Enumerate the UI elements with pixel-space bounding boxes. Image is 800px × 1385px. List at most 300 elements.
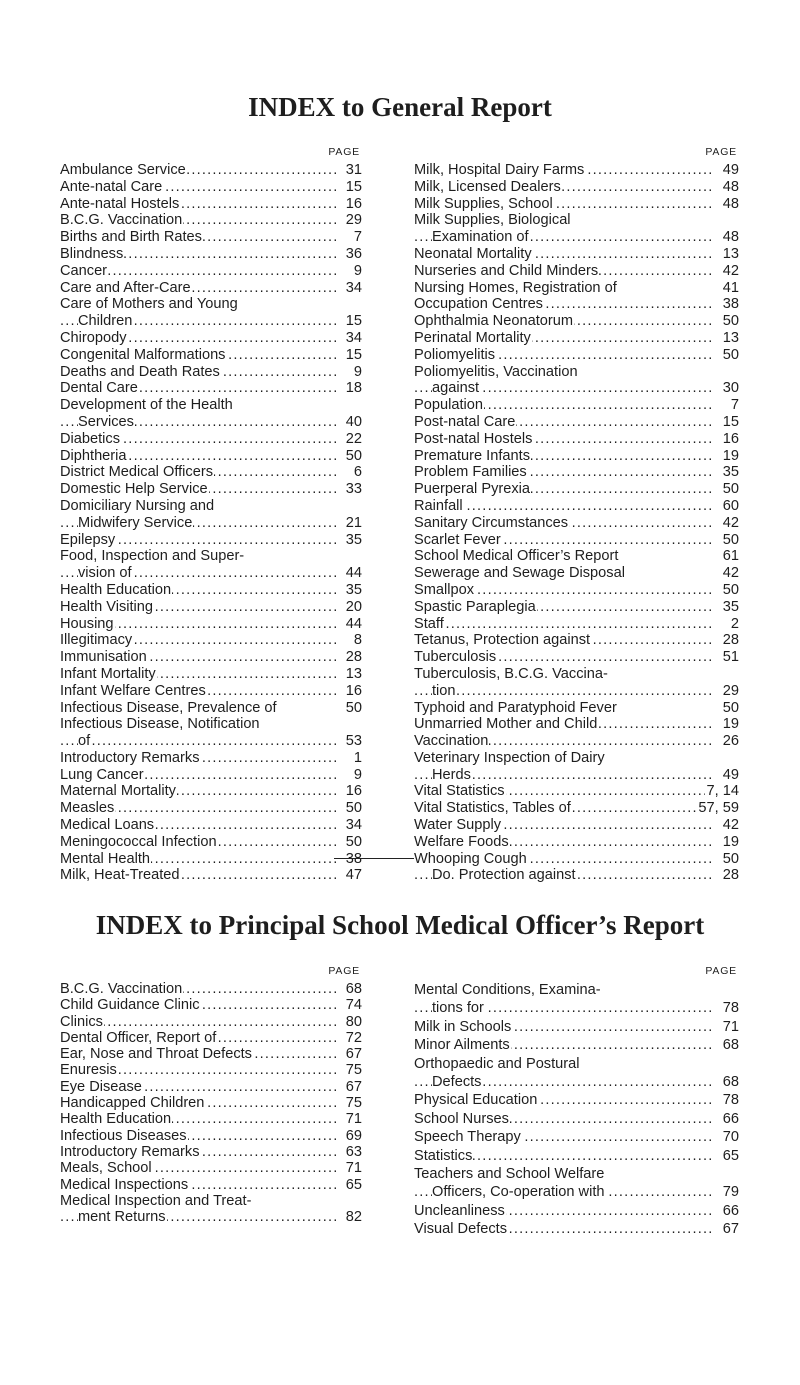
index-entry-line (414, 464, 739, 481)
index-entry-label: Visual Defects (414, 1221, 508, 1238)
index-entry-page: 6 (353, 464, 362, 481)
index-entry-line (60, 229, 362, 246)
index-entry-line (60, 431, 362, 448)
index-entry-label: Physical Education (414, 1092, 538, 1109)
index-entry-label: Problem Families (414, 464, 527, 481)
index-entry-page: 50 (722, 581, 739, 598)
index-entry-line (414, 716, 739, 733)
index-entry-label: Meals, School (60, 1160, 152, 1177)
index-entry-line (60, 834, 362, 851)
index-entry-line (414, 1018, 739, 1036)
index-entry-label: Health Education (60, 1111, 172, 1128)
index-entry-line (60, 313, 362, 330)
index-entry (414, 834, 739, 851)
index-entry-label: Welfare Foods (414, 833, 509, 850)
index-entry-line (414, 179, 739, 196)
index-entry-page: 49 (722, 162, 739, 178)
index-entry-label: B.C.G. Vaccination (60, 212, 183, 229)
index-entry (60, 1111, 362, 1127)
index-entry-page: 49 (722, 766, 739, 783)
index-entry-line (60, 733, 362, 750)
index-entry-page: 16 (345, 195, 362, 212)
index-entry (414, 179, 739, 196)
index-entry-line (414, 380, 739, 397)
index-entry-label: Examination of (432, 229, 529, 246)
index-entry (60, 666, 362, 683)
index-entry-line (60, 1062, 362, 1078)
index-entry (60, 817, 362, 834)
index-entry (60, 280, 362, 297)
index-entry-label: Milk Supplies, School (414, 195, 553, 212)
index-entry-page: 30 (722, 380, 739, 397)
index-entry (414, 649, 739, 666)
index-entry (60, 1030, 362, 1046)
general-left-column (60, 146, 362, 884)
index-entry-page: 78 (722, 1092, 739, 1109)
index-entry-label: Poliomyelitis (414, 346, 496, 363)
index-entry-line (60, 464, 362, 481)
index-entry-page: 50 (722, 850, 739, 867)
index-entry-line (60, 296, 362, 313)
index-entry-line (414, 683, 739, 700)
index-entry (60, 347, 362, 364)
index-entry-page: 13 (722, 329, 739, 346)
index-entry-page: 75 (345, 1095, 362, 1112)
index-entry-line (60, 364, 362, 381)
index-entry-page: 42 (722, 565, 739, 582)
index-entry-label: Domestic Help Service (60, 481, 208, 498)
index-entry (414, 1018, 739, 1036)
index-entry (414, 632, 739, 649)
index-entry (414, 783, 739, 800)
index-entry-label: Immunisation (60, 649, 147, 666)
index-entry-page: 44 (345, 565, 362, 582)
index-entry-line (60, 700, 362, 717)
index-entry-label: Births and Birth Rates (60, 229, 202, 246)
index-entry (414, 263, 739, 280)
index-entry-line (60, 1030, 362, 1046)
index-entry-line (60, 1111, 362, 1127)
index-entry (414, 397, 739, 414)
index-entry-line (414, 649, 739, 666)
index-entry-line (60, 246, 362, 263)
index-entry-label: Ophthalmia Neonatorum (414, 313, 573, 330)
index-entry (60, 532, 362, 549)
index-entry (60, 1160, 362, 1176)
index-entry-line (60, 196, 362, 213)
index-entry (414, 700, 739, 717)
index-entry-line (60, 616, 362, 633)
index-entry-line (60, 800, 362, 817)
index-entry-label: Minor Ailments (414, 1037, 510, 1054)
index-entry-label: against (432, 380, 480, 397)
index-entry-page: 28 (345, 649, 362, 666)
index-entry-line (414, 817, 739, 834)
index-entry-line (414, 834, 739, 851)
index-entry-page: 48 (722, 178, 739, 195)
index-entry-page: 15 (345, 346, 362, 363)
index-entry (414, 464, 739, 481)
index-entry (414, 280, 739, 297)
index-entry-line (60, 867, 362, 884)
index-entry-label: Milk in Schools (414, 1018, 512, 1035)
index-entry-label: tions for (432, 1000, 484, 1017)
index-entry-label: Clinics (60, 1013, 103, 1030)
index-entry-line (60, 632, 362, 649)
index-entry-line (60, 1014, 362, 1030)
index-entry-line (414, 767, 739, 784)
index-entry-line (60, 330, 362, 347)
index-entry-label: Ante-natal Hostels (60, 195, 180, 212)
index-entry-line (414, 981, 739, 999)
index-entry-page: 20 (345, 598, 362, 615)
index-entry-line (60, 1209, 362, 1225)
index-entry (60, 448, 362, 465)
index-entry-page: 82 (345, 1209, 362, 1226)
index-entry-label: Premature Infants (414, 447, 530, 464)
index-entry-page: 34 (345, 329, 362, 346)
index-entry-label: Dental Officer, Report of (60, 1029, 217, 1046)
index-entry-label: Teachers and School Welfare (414, 1165, 605, 1182)
school-report-title: INDEX to Principal School Medical Officer’s Report (95, 910, 705, 940)
index-entry-page: 26 (722, 733, 739, 750)
index-entry-label: Tetanus, Protection against (414, 632, 591, 649)
index-entry (414, 565, 739, 582)
index-entry-label: Cancer (60, 262, 108, 279)
index-entry-page: 8 (353, 632, 362, 649)
index-entry-line (60, 498, 362, 515)
index-entry-page: 51 (722, 649, 739, 666)
index-entry-page: 19 (722, 716, 739, 733)
index-entry-label: Speech Therapy (414, 1129, 521, 1146)
index-entry-label: Orthopaedic and Postural (414, 1055, 580, 1072)
index-entry-page: 9 (353, 262, 362, 279)
index-entry (60, 632, 362, 649)
index-entry-label: Nurseries and Child Minders (414, 262, 599, 279)
index-entry-label: Vital Statistics, Tables of (414, 800, 571, 817)
index-entry-page: 35 (722, 464, 739, 481)
index-entry-page: 67 (345, 1078, 362, 1095)
index-entry-page: 7, 14 (706, 783, 739, 800)
index-entry-label: District Medical Officers (60, 464, 213, 481)
index-entry-line (414, 800, 739, 817)
index-entry-page: 22 (345, 430, 362, 447)
index-entry-line (414, 1073, 739, 1091)
index-entry (414, 1091, 739, 1109)
index-entry (414, 582, 739, 599)
index-entry-page: 21 (345, 514, 362, 531)
index-entry-line (60, 1095, 362, 1111)
index-entry-label: Herds (432, 766, 471, 783)
index-entry-label: Post-natal Hostels (414, 430, 533, 447)
index-entry (60, 700, 362, 717)
index-entry-label: Infectious Disease, Prevalence of (60, 699, 277, 716)
index-entry-label: Introductory Remarks (60, 749, 200, 766)
index-entry-line (60, 565, 362, 582)
index-entry-label: Chiropody (60, 329, 127, 346)
index-entry-line (414, 1147, 739, 1165)
index-entry-page: 42 (722, 817, 739, 834)
index-entry (414, 364, 739, 398)
index-entry-page: 16 (345, 682, 362, 699)
index-entry-line (60, 817, 362, 834)
index-entry-line (414, 212, 739, 229)
index-entry-label: Sanitary Circumstances (414, 514, 569, 531)
index-entry-page: 71 (722, 1018, 739, 1035)
index-entry (60, 783, 362, 800)
index-entry-line (60, 599, 362, 616)
index-entry (414, 498, 739, 515)
index-entry-line (60, 347, 362, 364)
index-entry-label: Perinatal Mortality (414, 329, 531, 346)
index-entry-label: Enuresis (60, 1062, 117, 1079)
index-entry-page: 41 (722, 279, 739, 296)
index-entry-line (60, 683, 362, 700)
index-entry-label: Veterinary Inspection of Dairy (414, 749, 605, 766)
index-entry-line (414, 515, 739, 532)
index-entry (60, 800, 362, 817)
index-entry (60, 481, 362, 498)
index-entry-page: 1 (353, 749, 362, 766)
index-entry (60, 296, 362, 330)
index-entry (414, 1110, 739, 1128)
index-entry-line (60, 1193, 362, 1209)
index-entry-page: 79 (722, 1184, 739, 1201)
index-entry-line (414, 1128, 739, 1146)
index-entry (60, 683, 362, 700)
index-entry (414, 313, 739, 330)
index-entry (60, 464, 362, 481)
index-entry (60, 767, 362, 784)
index-entry-label: of (78, 733, 91, 750)
index-entry (414, 817, 739, 834)
index-entry (60, 229, 362, 246)
index-entry-page: 50 (345, 800, 362, 817)
index-entry-page: 9 (353, 766, 362, 783)
index-entry-page: 7 (353, 229, 362, 246)
index-entry-line (414, 229, 739, 246)
index-entry (414, 246, 739, 263)
index-entry-page: 50 (722, 481, 739, 498)
index-entry-page: 42 (722, 262, 739, 279)
index-entry (60, 1062, 362, 1078)
index-entry-line (60, 1160, 362, 1176)
index-entry-page: 53 (345, 733, 362, 750)
index-entry-line (414, 280, 739, 297)
index-entry-page: 70 (722, 1129, 739, 1146)
index-entry-line (60, 380, 362, 397)
index-entry-page: 80 (345, 1013, 362, 1030)
index-entry (60, 179, 362, 196)
index-entry-label: Sewerage and Sewage Disposal (414, 565, 625, 582)
index-entry (414, 1147, 739, 1165)
index-entry (60, 1128, 362, 1144)
page-column-heading: PAGE (705, 146, 737, 158)
index-entry-label: Spastic Paraplegia (414, 598, 536, 615)
index-entry (414, 548, 739, 565)
index-entry-page: 7 (730, 397, 739, 414)
index-entry (60, 599, 362, 616)
index-entry (414, 716, 739, 733)
index-entry (414, 1128, 739, 1146)
index-entry-label: Child Guidance Clinic (60, 997, 200, 1014)
index-entry-label: Water Supply (414, 817, 502, 834)
index-entry-page: 66 (722, 1202, 739, 1219)
index-entry-line (414, 582, 739, 599)
index-entry-label: vision of (78, 565, 132, 582)
index-entry-line (60, 981, 362, 997)
index-entry-label: Infant Mortality (60, 665, 156, 682)
index-entry-label: Infectious Diseases (60, 1127, 187, 1144)
index-entry-label: Defects (432, 1073, 482, 1090)
index-entry-line (414, 330, 739, 347)
index-entry-line (414, 632, 739, 649)
index-entry-label: tion (432, 682, 456, 699)
index-entry-line (414, 364, 739, 381)
index-entry-line (414, 1036, 739, 1054)
index-entry-line (414, 263, 739, 280)
index-entry-line (60, 179, 362, 196)
index-entry-label: Ear, Nose and Throat Defects (60, 1046, 252, 1063)
index-entry-label: Lung Cancer (60, 766, 144, 783)
index-entry (414, 515, 739, 532)
index-entry-label: Smallpox (414, 581, 475, 598)
index-entry-label: Diphtheria (60, 447, 127, 464)
index-entry-line (414, 1055, 739, 1073)
index-entry-label: Vital Statistics (414, 783, 505, 800)
index-entry (60, 716, 362, 750)
index-entry-page: 35 (722, 598, 739, 615)
index-entry (414, 1165, 739, 1202)
index-entry-line (60, 548, 362, 565)
index-entry-page: 65 (722, 1147, 739, 1164)
index-entry-label: Congenital Malformations (60, 346, 226, 363)
index-entry-label: Milk, Licensed Dealers (414, 178, 561, 195)
index-entry-line (60, 716, 362, 733)
index-entry-line (414, 700, 739, 717)
index-entry (60, 1079, 362, 1095)
index-entry (414, 448, 739, 465)
index-entry-page: 40 (345, 413, 362, 430)
index-entry (414, 414, 739, 431)
index-entry-label: Introductory Remarks (60, 1143, 200, 1160)
index-entry-label: Occupation Centres (414, 296, 543, 313)
index-entry (414, 1220, 739, 1238)
index-entry-label: ment Returns (78, 1209, 166, 1226)
index-entry-line (414, 1183, 739, 1201)
index-entry (60, 431, 362, 448)
index-entry (60, 1095, 362, 1111)
index-entry-label: Milk, Heat-Treated (60, 867, 180, 884)
index-entry-label: Measles (60, 800, 115, 817)
index-entry (60, 1046, 362, 1062)
index-entry-label: Health Visiting (60, 598, 154, 615)
index-entry-line (60, 448, 362, 465)
index-entry (414, 666, 739, 700)
index-entry (414, 800, 739, 817)
index-entry (414, 616, 739, 633)
index-entry-line (414, 750, 739, 767)
index-entry-line (60, 783, 362, 800)
index-entry (414, 750, 739, 784)
index-entry (60, 498, 362, 532)
index-entry-label: Do. Protection against (432, 867, 576, 884)
index-entry-label: Ante-natal Care (60, 178, 163, 195)
index-entry-label: Mental Conditions, Examina- (414, 982, 601, 998)
index-entry (414, 196, 739, 213)
index-entry-page: 16 (722, 430, 739, 447)
index-entry-label: Vaccination (414, 733, 489, 750)
index-entry-label: Development of the Health (60, 397, 233, 414)
index-entry-page: 31 (345, 162, 362, 178)
index-entry-page: 50 (345, 699, 362, 716)
index-entry-page: 50 (345, 833, 362, 850)
index-entry-line (60, 515, 362, 532)
index-entry-label: Mental Health (60, 850, 151, 867)
index-entry-label: Domiciliary Nursing and (60, 497, 215, 514)
index-entry-line (60, 1128, 362, 1144)
index-entry (60, 616, 362, 633)
index-entry-label: Infectious Disease, Notification (60, 716, 260, 733)
index-entry-line (414, 999, 739, 1017)
index-entry-label: Dental Care (60, 380, 138, 397)
index-entry-page: 67 (345, 1046, 362, 1063)
index-entry (60, 397, 362, 431)
index-entry-page: 74 (345, 997, 362, 1014)
index-entry-line (60, 1177, 362, 1193)
index-entry (414, 481, 739, 498)
index-entry-label: Care and After-Care (60, 279, 191, 296)
index-entry-line (414, 313, 739, 330)
index-entry-page: 78 (722, 1000, 739, 1017)
index-entry-label: Milk, Hospital Dairy Farms (414, 162, 585, 178)
index-entry-page: 48 (722, 229, 739, 246)
index-entry-line (60, 666, 362, 683)
index-entry-label: Tuberculosis, B.C.G. Vaccina- (414, 665, 608, 682)
index-entry-page: 38 (345, 850, 362, 867)
index-entry-label: Diabetics (60, 430, 121, 447)
index-entry (60, 1193, 362, 1226)
index-entry-label: Medical Loans (60, 817, 155, 834)
index-entry-line (414, 532, 739, 549)
school-left-column (60, 965, 362, 1225)
index-entry (60, 196, 362, 213)
index-entry-label: School Medical Officer’s Report (414, 548, 619, 565)
index-entry-label: Medical Inspection and Treat- (60, 1192, 252, 1209)
index-entry-page: 9 (353, 363, 362, 380)
index-entry-page: 71 (345, 1111, 362, 1128)
page-column-heading: PAGE (705, 965, 737, 977)
index-entry-label: Children (78, 313, 133, 330)
index-entry-line (60, 263, 362, 280)
index-entry-page: 60 (722, 497, 739, 514)
index-entry-line (414, 565, 739, 582)
index-entry (414, 733, 739, 750)
index-entry-label: Eye Disease (60, 1078, 142, 1095)
general-right-column (414, 146, 739, 884)
index-entry-page: 66 (722, 1110, 739, 1127)
index-entry-line (414, 733, 739, 750)
index-entry-label: Puerperal Pyrexia (414, 481, 530, 498)
index-entry-page: 67 (722, 1221, 739, 1238)
index-entry-line (414, 448, 739, 465)
index-entry-label: Infant Welfare Centres (60, 682, 206, 699)
index-entry-page: 72 (345, 1029, 362, 1046)
index-entry-line (60, 649, 362, 666)
index-entry-label: Health Education (60, 581, 172, 598)
index-entry-line (60, 997, 362, 1013)
index-entry-page: 16 (345, 783, 362, 800)
